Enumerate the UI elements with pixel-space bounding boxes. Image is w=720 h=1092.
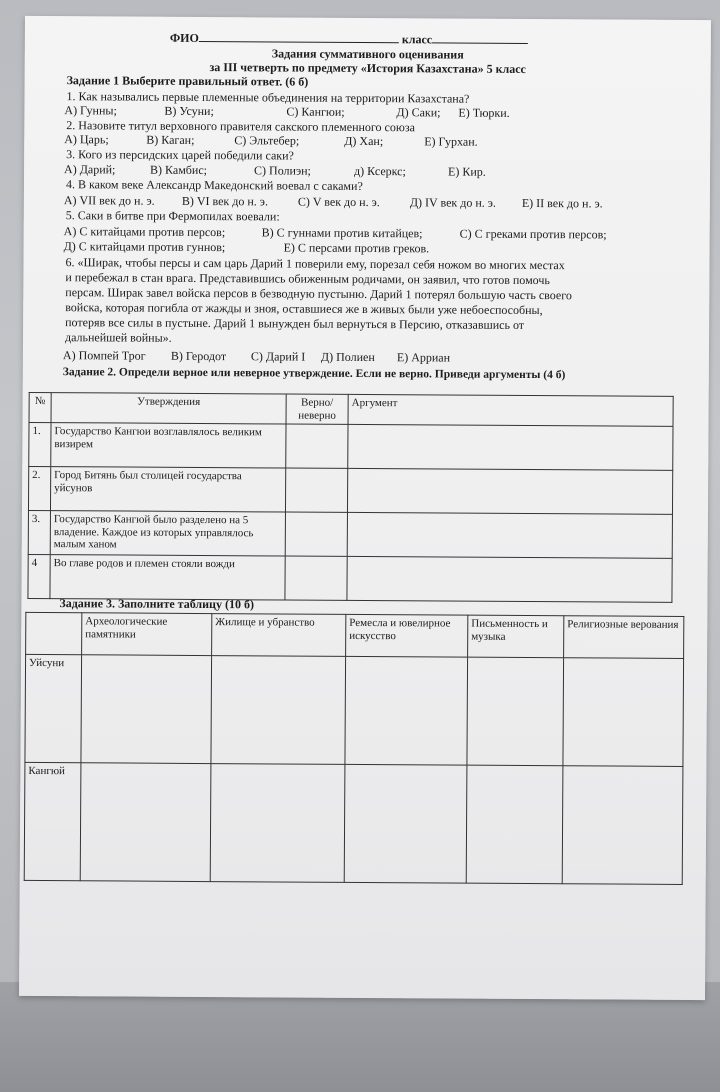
q5-option-a[interactable]: А) С китайцами против персов; — [63, 224, 226, 240]
argument-cell[interactable] — [347, 512, 672, 558]
statement-text — [50, 467, 285, 512]
table-row — [28, 466, 672, 514]
title-line-2: за III четверть по предмету «История Казахстана» 5 класс — [209, 60, 526, 76]
q6-option-b[interactable]: В) Геродот — [170, 348, 227, 364]
answer-cell[interactable] — [210, 764, 345, 883]
statement-4: Во главе родов и племен стояли вожди — [53, 557, 235, 571]
task2-table — [27, 392, 673, 603]
row-number: 4 — [28, 554, 50, 598]
fio-row — [170, 31, 528, 47]
question-6-line-6: дальнейшей войны». — [64, 330, 172, 345]
task3-col-religion: Религиозные верования — [564, 616, 684, 659]
q2-option-e[interactable]: Е) Гурхан. — [424, 134, 478, 149]
question-6-line-5: потеряв все силы в пустыне. Дарий 1 вынужден был вернуться в Персию, отказавшись от — [65, 315, 525, 332]
argument-cell[interactable] — [347, 556, 672, 602]
answer-cell[interactable] — [80, 763, 211, 882]
question-6-line-3: персам. Ширак завел войска персов в безводную пустыню. Дарий 1 потерял большую часть своего — [65, 285, 572, 303]
task3-table — [24, 612, 685, 885]
question-1: 1. Как назывались первые племенные объединения на территории Казахстана? — [66, 89, 470, 106]
task2-col-true-false: Верно/ неверно — [286, 394, 348, 424]
task2-header-row — [29, 392, 673, 426]
q2-option-b[interactable]: В) Каган; — [146, 132, 195, 147]
q6-option-d[interactable]: Д) Полиен — [320, 349, 375, 365]
statement-text — [50, 555, 285, 600]
task3-col-writing-music: Письменность и музыка — [468, 615, 564, 658]
q5-option-c[interactable]: С) С греками против персов; — [459, 226, 607, 242]
question-4-options — [63, 193, 704, 211]
true-false-cell[interactable] — [285, 468, 347, 512]
q6-option-e[interactable]: Е) Арриан — [396, 350, 451, 365]
table-row — [28, 554, 672, 602]
task3-col-crafts: Ремесла и ювелирное искусство — [346, 614, 468, 657]
statement-3: Государство Кангюй было разделено на 5 владение. Каждое из которых управлялось малым ханом — [53, 513, 254, 551]
question-3: 3. Кого из персидских царей победили саки? — [66, 147, 294, 163]
q4-option-c[interactable]: С) V век до н. э. — [297, 194, 380, 210]
table-row — [24, 762, 683, 884]
statement-1: Государство Кангюи возглавлялось великим визирем — [54, 425, 262, 450]
q4-option-d[interactable]: Д) IV век до н. э. — [409, 195, 496, 210]
q3-option-d[interactable]: д) Ксеркс; — [354, 163, 406, 179]
q4-option-b[interactable]: В) VI век до н. э. — [181, 193, 269, 209]
answer-cell[interactable] — [345, 656, 468, 765]
question-5-options-line-1 — [63, 224, 704, 242]
q5-option-e[interactable]: Е) С персами против греков. — [283, 240, 430, 256]
statement-text — [50, 511, 285, 556]
title-line-1: Задания суммативного оценивания — [271, 46, 464, 62]
question-6-line-4: войска, которая погибла от жажды и зноя, оставшиеся же в живых были уже небоеспособны, — [65, 300, 543, 318]
q1-option-c[interactable]: С) Кангюи; — [286, 104, 345, 119]
q3-option-c[interactable]: С) Полиэн; — [254, 163, 311, 178]
statement-2: Город Битянь был столицей государства уйсунов — [54, 469, 242, 494]
task3-header-row — [26, 612, 684, 658]
question-6-line-1: 6. «Ширак, чтобы персы и сам царь Дарий 1 поверили ему, порезал себя ножом во многих местах — [65, 255, 565, 273]
question-2: 2. Назовите титул верховного правителя сакского племенного союза — [66, 118, 415, 135]
fio-label: ФИО — [169, 30, 199, 45]
q1-option-b[interactable]: В) Усуни; — [164, 103, 214, 119]
task1-heading: Задание 1 Выберите правильный ответ. (6 б) — [66, 73, 309, 89]
table-row — [28, 510, 672, 558]
q2-option-d[interactable]: Д) Хан; — [344, 133, 384, 149]
question-4: 4. В каком веке Александр Македонский воевал с саками? — [65, 177, 363, 193]
row-number: 1. — [29, 422, 51, 466]
row-number: 3. — [28, 510, 50, 554]
question-6-options — [62, 348, 703, 365]
q2-option-c[interactable]: С) Эльтебер; — [234, 133, 300, 148]
q1-option-d[interactable]: Д) Саки; — [396, 105, 441, 120]
table-row — [25, 654, 684, 766]
question-3-options — [64, 162, 704, 179]
task2-col-number: № — [29, 392, 51, 422]
q3-option-a[interactable]: А) Дарий; — [64, 162, 116, 177]
answer-cell[interactable] — [466, 765, 563, 884]
class-label: класс — [401, 32, 433, 47]
q4-option-e[interactable]: Е) II век до н. э. — [521, 195, 603, 211]
q3-option-e[interactable]: Е) Кир. — [448, 164, 486, 179]
true-false-cell[interactable] — [286, 424, 348, 468]
q1-option-e[interactable]: Е) Тюрки. — [458, 105, 510, 120]
task2-heading: Задание 2. Определи верное или неверное утверждение. Если не верно. Приведи аргументы (4 б) — [62, 366, 566, 382]
q6-option-a[interactable]: А) Помпей Трог — [62, 348, 146, 363]
true-false-cell[interactable] — [285, 556, 347, 600]
task3-col-blank — [26, 612, 82, 654]
question-5: 5. Саки в битве при Фермопилах воевали: — [65, 208, 280, 224]
answer-cell[interactable] — [81, 655, 212, 764]
q6-option-c[interactable]: С) Дарий I — [250, 349, 306, 364]
q4-option-a[interactable]: А) VII век до н. э. — [63, 193, 155, 208]
q1-option-a[interactable]: А) Гунны; — [64, 103, 117, 118]
row-number: 2. — [28, 466, 50, 510]
task3-col-archaeology: Археологические памятники — [82, 613, 212, 656]
fio-blank[interactable] — [199, 32, 399, 43]
row-label-uysuni: Уйсуни — [25, 654, 82, 762]
question-6-line-2: и перебежал в стан врага. Представившись обиженным родичами, он заявил, что готов помочь — [65, 270, 550, 288]
q5-option-b[interactable]: В) С гуннами против китайцев; — [261, 225, 423, 241]
table-row — [29, 422, 673, 470]
argument-cell[interactable] — [347, 468, 672, 514]
task3-heading: Задание 3. Заполните таблицу (10 б) — [59, 596, 255, 612]
answer-cell[interactable] — [211, 656, 346, 765]
worksheet-paper — [19, 16, 711, 1000]
class-blank[interactable] — [432, 33, 528, 44]
row-label-kangyuy: Кангюй — [24, 762, 81, 880]
answer-cell[interactable] — [344, 764, 467, 883]
statement-text — [51, 423, 286, 468]
answer-cell[interactable] — [562, 766, 683, 885]
answer-cell[interactable] — [563, 658, 684, 767]
task3-col-dwelling: Жилище и убранство — [212, 614, 346, 657]
q2-option-a[interactable]: А) Царь; — [64, 132, 109, 147]
argument-cell[interactable] — [348, 424, 673, 470]
answer-cell[interactable] — [467, 657, 564, 766]
q3-option-b[interactable]: В) Камбис; — [150, 162, 208, 178]
q5-option-d[interactable]: Д) С китайцами против гуннов; — [63, 239, 226, 255]
true-false-cell[interactable] — [285, 512, 347, 556]
task2-col-argument: Аргумент — [348, 394, 673, 426]
task2-col-statements: Утверждения — [51, 393, 286, 424]
